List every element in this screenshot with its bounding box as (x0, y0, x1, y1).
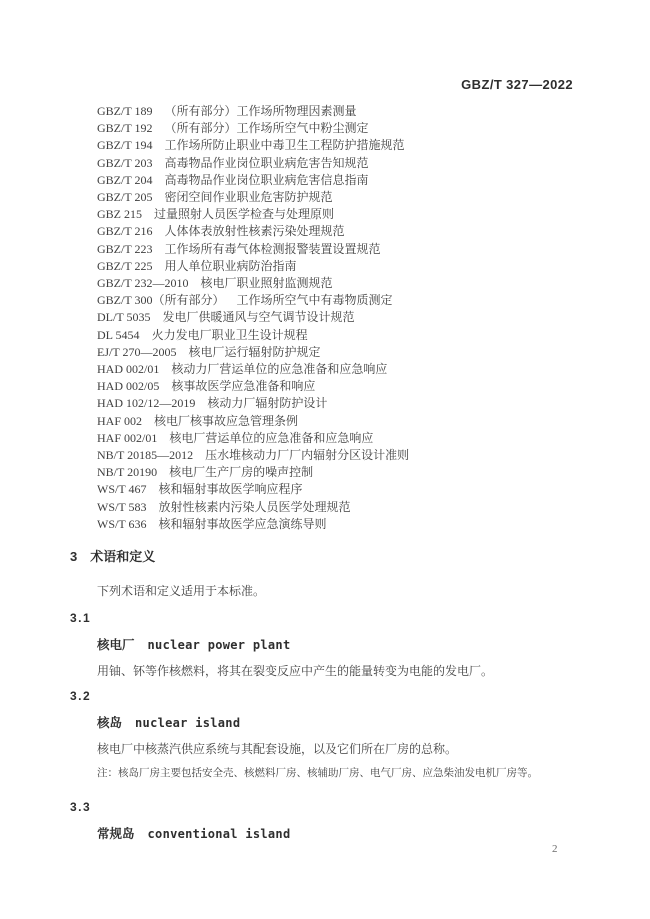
reference-code: WS/T 583 (97, 499, 147, 514)
term-english: nuclear island (135, 716, 241, 730)
section-intro: 下列术语和定义适用于本标准。 (97, 584, 266, 598)
reference-code: WS/T 467 (97, 482, 147, 497)
reference-code: GBZ/T 225 (97, 258, 153, 273)
reference-code: NB/T 20185—2012 (97, 448, 194, 463)
reference-code: GBZ/T 203 (97, 155, 153, 170)
reference-code: HAD 102/12—2019 (97, 396, 196, 411)
section-title: 术语和定义 (90, 549, 156, 564)
reference-item (97, 344, 409, 361)
reference-code: GBZ 215 (97, 207, 142, 222)
reference-title: 核动力厂辐射防护设计 (207, 396, 328, 411)
terms-list (70, 611, 582, 843)
reference-item (97, 413, 409, 430)
reference-item (97, 189, 409, 206)
term-english: conventional island (147, 827, 291, 841)
reference-code: NB/T 20190 (97, 465, 158, 480)
reference-code: GBZ/T 205 (97, 190, 153, 205)
reference-code: HAF 002 (97, 413, 143, 428)
reference-code: GBZ/T 216 (97, 224, 153, 239)
reference-title: 核和辐射事故医学应急演练导则 (158, 516, 327, 531)
term-chinese: 核电厂 (97, 638, 135, 652)
reference-code: GBZ/T 232—2010 (97, 276, 189, 291)
reference-title: 过量照射人员医学检查与处理原则 (154, 207, 335, 222)
reference-item (97, 103, 409, 120)
term-entry (70, 689, 582, 781)
reference-title: 放射性核素内污染人员医学处理规范 (158, 499, 351, 514)
reference-item (97, 172, 409, 189)
reference-title: 核和辐射事故医学响应程序 (158, 482, 303, 497)
reference-item (97, 447, 409, 464)
reference-code: HAD 002/05 (97, 379, 160, 394)
reference-code: HAD 002/01 (97, 362, 160, 377)
reference-title: 工作场所空气中有毒物质测定 (236, 293, 393, 308)
reference-title: 工作场所防止职业中毒卫生工程防护措施规范 (164, 138, 405, 153)
references-list (97, 103, 409, 533)
reference-item (97, 430, 409, 447)
reference-title: 核电厂营运单位的应急准备和应急响应 (169, 430, 374, 445)
page-number: 2 (552, 843, 558, 855)
reference-title: 发电厂供暖通风与空气调节设计规范 (162, 310, 355, 325)
term-entry (70, 611, 582, 679)
reference-code: EJ/T 270—2005 (97, 344, 177, 359)
reference-title: 高毒物品作业岗位职业病危害告知规范 (164, 155, 369, 170)
reference-title: 核电厂运行辐射防护规定 (188, 344, 321, 359)
reference-title: 用人单位职业病防治指南 (164, 258, 297, 273)
reference-title: （所有部分）工作场所空气中粉尘测定 (164, 121, 369, 136)
reference-item (97, 516, 409, 533)
reference-title: 密闭空间作业职业危害防护规范 (164, 190, 333, 205)
reference-title: 核事故医学应急准备和响应 (171, 379, 316, 394)
reference-title: 工作场所有毒气体检测报警装置设置规范 (164, 241, 381, 256)
reference-code: WS/T 636 (97, 516, 147, 531)
term-number: 3.3 (70, 800, 92, 814)
reference-code: GBZ/T 192 (97, 121, 153, 136)
reference-title: 核电厂生产厂房的噪声控制 (169, 465, 314, 480)
reference-title: 高毒物品作业岗位职业病危害信息指南 (164, 172, 369, 187)
section-heading (70, 549, 582, 565)
reference-item (97, 499, 409, 516)
term-chinese: 常规岛 (97, 827, 135, 841)
reference-code: GBZ/T 204 (97, 172, 153, 187)
term-chinese: 核岛 (97, 716, 123, 730)
reference-item (97, 464, 409, 481)
reference-title: 火力发电厂职业卫生设计规程 (151, 327, 308, 342)
reference-item (97, 155, 409, 172)
reference-code: GBZ/T 223 (97, 241, 153, 256)
reference-code: DL/T 5035 (97, 310, 151, 325)
reference-title: 核电厂核事故应急管理条例 (154, 413, 299, 428)
reference-title: 核电厂职业照射监测规范 (200, 276, 333, 291)
reference-title: 压水堆核动力厂厂内辐射分区设计准则 (205, 448, 410, 463)
term-definition: 用铀、钚等作核燃料，将其在裂变反应中产生的能量转变为电能的发电厂。 (97, 664, 494, 678)
reference-title: 核动力厂营运单位的应急准备和应急响应 (171, 362, 388, 377)
reference-title: 人体体表放射性核素污染处理规范 (164, 224, 345, 239)
reference-code: GBZ/T 189 (97, 104, 153, 118)
reference-item (97, 309, 409, 326)
term-number: 3.2 (70, 689, 92, 703)
reference-title: （所有部分）工作场所物理因素测量 (164, 104, 357, 118)
reference-code: GBZ/T 300（所有部分） (97, 293, 225, 308)
reference-code: HAF 002/01 (97, 430, 158, 445)
term-english: nuclear power plant (147, 638, 291, 652)
reference-item (97, 275, 409, 292)
reference-item (97, 361, 409, 378)
term-definition: 核电厂中核蒸汽供应系统与其配套设施，以及它们所在厂房的总称。 (97, 742, 458, 756)
term-note: 注：核岛厂房主要包括安全壳、核燃料厂房、核辅助厂房、电气厂房、应急柴油发电机厂房等。 (97, 768, 538, 779)
term-entry (70, 800, 582, 843)
reference-item (97, 481, 409, 498)
term-line (97, 636, 582, 654)
term-line (97, 825, 582, 843)
term-number: 3.1 (70, 611, 92, 625)
reference-item (97, 378, 409, 395)
term-line (97, 714, 582, 732)
reference-code: GBZ/T 194 (97, 138, 153, 153)
reference-code: DL 5454 (97, 327, 140, 342)
standard-number-header: GBZ/T 327—2022 (461, 77, 573, 92)
section-number: 3 (70, 549, 78, 564)
reference-item (97, 137, 409, 154)
reference-item (97, 206, 409, 223)
reference-item (97, 395, 409, 412)
reference-item (97, 292, 409, 309)
terms-section (70, 549, 582, 843)
reference-item (97, 223, 409, 240)
reference-item (97, 327, 409, 344)
reference-item (97, 258, 409, 275)
reference-item (97, 120, 409, 137)
reference-item (97, 241, 409, 258)
